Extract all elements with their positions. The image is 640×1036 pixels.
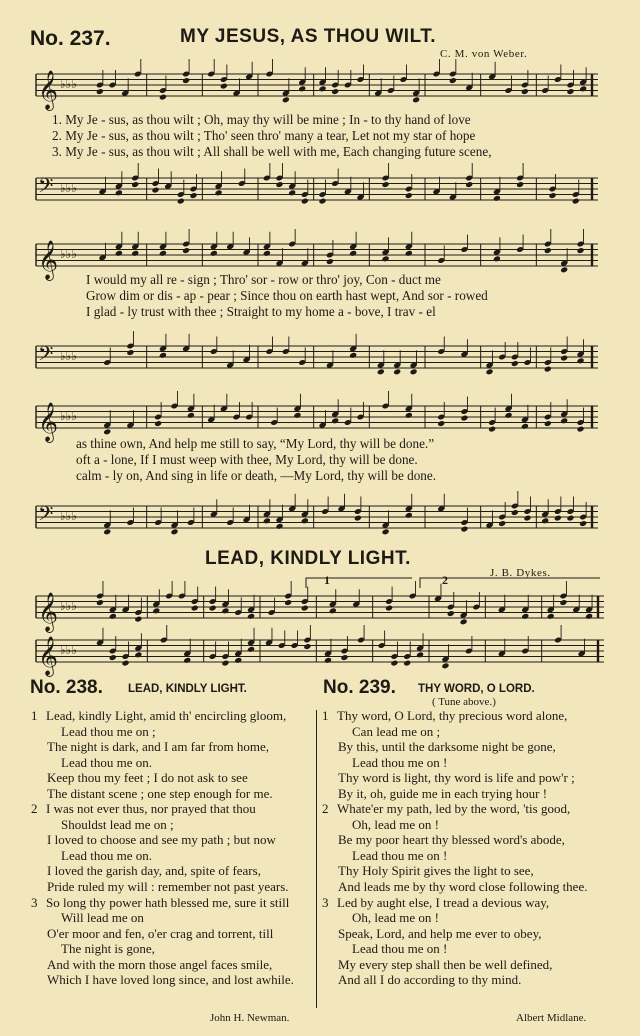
verse-text: I loved the garish day, and, spite of fears, <box>47 863 261 879</box>
staff-237-bass-1 <box>36 172 598 214</box>
verse-line <box>322 926 587 942</box>
verse-number: 2 <box>31 801 38 817</box>
hymn-237-verse-2-line-b: Grow dim or dis - ap - pear ; Since thou on earth hast wept, And sor - rowed <box>86 288 488 303</box>
verse-text: I was not ever thus, nor prayed that thou <box>46 801 256 817</box>
verse-number: 1 <box>322 708 329 723</box>
verse-text: Lead, kindly Light, amid th' encircling gloom, <box>46 708 287 723</box>
volta-2-label: 2 <box>442 573 448 587</box>
staff-237-treble-1 <box>36 68 598 110</box>
verse-number: 3 <box>322 894 329 910</box>
verse-text: Lead thou me on ; <box>61 723 156 739</box>
verse-text: And with the morn those angel faces smile, <box>47 956 273 972</box>
verse-text: So long thy power hath blessed me, sure it still <box>46 894 290 910</box>
verse-line <box>322 895 587 911</box>
hymn-237-verse-3-line-c: calm - ly on, And sing in life or death, —My Lord, thy will be done. <box>76 468 437 483</box>
verse-line <box>31 895 294 911</box>
hymn-237-verse-3-line-a: 3. My Je - sus, as thou wilt ; All shall be well with me, Each changing future scene, <box>52 144 492 159</box>
verse-line <box>322 972 587 988</box>
verse-text: By it, oh, guide me in each trying hour ! <box>338 785 548 801</box>
verse-line <box>31 941 294 957</box>
verse-text: Keep thou my feet ; I do not ask to see <box>47 770 248 786</box>
verse-line <box>322 817 587 833</box>
verse-line <box>322 848 587 864</box>
verse-line <box>31 926 294 942</box>
staff-237-bass-2 <box>36 340 598 382</box>
verse-text: Thy word, O Lord, thy precious word alone, <box>337 708 568 723</box>
verse-text: Thy Holy Spirit gives the light to see, <box>338 863 534 879</box>
treble-clef-icon: 𝄞 <box>38 636 59 676</box>
treble-clef-icon: 𝄞 <box>38 240 59 280</box>
column-divider <box>316 710 317 1008</box>
verse-number: 1 <box>31 708 38 723</box>
key-signature-icon: ♭♭♭ <box>60 349 77 363</box>
tune-composer: J. B. Dykes. <box>490 567 551 579</box>
hymn-239-subtitle: THY WORD, O LORD. <box>418 683 535 695</box>
note-heads <box>103 331 584 375</box>
verse-text: And all I do according to thy mind. <box>338 972 522 988</box>
verse-text: Lead thou me on ! <box>352 847 448 863</box>
verse-text: The distant scene ; one step enough for me. <box>47 785 273 801</box>
hymn-239-author: Albert Midlane. <box>516 1012 587 1024</box>
verse-line <box>31 832 294 848</box>
key-signature-icon: ♭♭♭ <box>60 509 77 523</box>
key-signature-icon: ♭♭♭ <box>60 409 77 423</box>
verse-line <box>322 739 587 755</box>
verse-line <box>322 832 587 848</box>
volta-1-label: 1 <box>324 573 330 587</box>
bass-clef-icon: 𝄢 <box>38 502 54 530</box>
verse-line <box>322 708 587 724</box>
hymn-237-verse-1-line-b: I would my all re - sign ; Thro' sor - row or thro' joy, Con - duct me <box>86 272 441 287</box>
staff-237-bass-3 <box>36 500 598 542</box>
staff-lines <box>36 640 604 662</box>
verse-line <box>31 755 294 771</box>
verse-line <box>31 739 294 755</box>
verse-line <box>322 941 587 957</box>
hymn-239-verses <box>322 708 587 988</box>
tune-title: LEAD, KINDLY LIGHT. <box>205 548 411 569</box>
staff-238-treble-lower <box>36 634 604 676</box>
verse-line <box>322 801 587 817</box>
key-signature-icon: ♭♭♭ <box>60 599 77 613</box>
verse-line <box>31 957 294 973</box>
verse-text: Lead thou me on. <box>61 847 152 863</box>
verse-line <box>322 755 587 771</box>
verse-line <box>31 910 294 926</box>
verse-text: Whate'er my path, led by the word, 'tis good, <box>337 801 571 817</box>
note-heads <box>103 491 587 535</box>
hymn-239-number: No. 239. <box>323 677 396 698</box>
hymn-237-verse-3-line-b: I glad - ly trust with thee ; Straight to my home a - bove, I trav - el <box>86 304 436 319</box>
verse-text: Shouldst lead me on ; <box>61 816 174 832</box>
verse-text: Will lead me on <box>61 910 144 926</box>
key-signature-icon: ♭♭♭ <box>60 77 77 91</box>
verse-line <box>322 863 587 879</box>
note-heads <box>98 229 584 273</box>
staff-lines <box>36 406 598 428</box>
verse-line <box>322 957 587 973</box>
hymn-238-number: No. 238. <box>30 677 103 698</box>
verse-line <box>31 708 294 724</box>
verse-text: Be my poor heart thy blessed word's abode, <box>338 832 565 848</box>
hymn-237-verse-1-line-a: 1. My Je - sus, as thou wilt ; Oh, may thy will be mine ; In - to thy hand of love <box>52 112 471 127</box>
hymn-238-author: John H. Newman. <box>210 1012 290 1024</box>
verse-line <box>322 910 587 926</box>
volta-brackets <box>300 574 600 590</box>
treble-clef-icon: 𝄞 <box>38 70 59 110</box>
note-heads <box>103 391 584 435</box>
staff-238-treble <box>36 590 604 632</box>
hymn-238-verses <box>31 708 294 988</box>
verse-text: Lead thou me on ! <box>352 754 448 770</box>
verse-line <box>322 879 587 895</box>
hymn-237-verse-2-line-c: oft a - lone, If I must weep with thee, My Lord, thy will be done. <box>76 452 418 467</box>
verse-text: Which I have loved long since, and lost awhile. <box>47 972 294 988</box>
hymn-239-tune-note: ( Tune above.) <box>432 696 496 708</box>
verse-line <box>322 786 587 802</box>
staff-lines <box>36 596 604 618</box>
hymn-237-composer: C. M. von Weber. <box>440 48 528 60</box>
verse-text: And leads me by thy word close following thee. <box>338 879 588 895</box>
verse-text: Pride ruled my will : remember not past years. <box>47 879 289 895</box>
hymn-237-title: MY JESUS, AS THOU WILT. <box>180 26 437 47</box>
verse-text: Lead thou me on. <box>61 754 152 770</box>
key-signature-icon: ♭♭♭ <box>60 181 77 195</box>
verse-text: Lead thou me on ! <box>352 941 448 957</box>
verse-line <box>31 786 294 802</box>
note-heads <box>96 59 587 103</box>
verse-line <box>31 801 294 817</box>
verse-line <box>31 770 294 786</box>
verse-text: Speak, Lord, and help me ever to obey, <box>338 925 542 941</box>
treble-clef-icon: 𝄞 <box>38 592 59 632</box>
verse-line <box>322 770 587 786</box>
verse-text: The night is gone, <box>61 941 155 957</box>
bass-clef-icon: 𝄢 <box>38 342 54 370</box>
verse-text: My every step shall then be well defined, <box>338 956 553 972</box>
verse-line <box>31 724 294 740</box>
verse-text: Thy word is light, thy word is life and pow'r ; <box>338 770 575 786</box>
key-signature-icon: ♭♭♭ <box>60 247 77 261</box>
treble-clef-icon: 𝄞 <box>38 402 59 442</box>
verse-text: The night is dark, and I am far from home, <box>47 739 270 755</box>
verse-line <box>31 848 294 864</box>
hymn-237-verse-2-line-a: 2. My Je - sus, as thou wilt ; Tho' seen thro' many a tear, Let not my star of hope <box>52 128 476 143</box>
verse-text: Can lead me on ; <box>352 723 441 739</box>
staff-lines <box>36 74 598 96</box>
verse-line <box>322 724 587 740</box>
verse-text: Oh, lead me on ! <box>352 816 440 832</box>
hymn-237-verse-1-line-c: as thine own, And help me still to say, “My Lord, thy will be done.” <box>76 436 435 451</box>
verse-text: Oh, lead me on ! <box>352 910 440 926</box>
hymn-237-number: No. 237. <box>30 27 111 50</box>
verse-line <box>31 972 294 988</box>
key-signature-icon: ♭♭♭ <box>60 643 77 657</box>
hymn-238-subtitle: LEAD, KINDLY LIGHT. <box>128 683 247 695</box>
verse-number: 2 <box>322 801 329 817</box>
staff-lines <box>36 506 598 528</box>
verse-text: By this, until the darksome night be gone, <box>338 739 556 755</box>
verse-line <box>31 817 294 833</box>
verse-text: O'er moor and fen, o'er crag and torrent, till <box>47 925 274 941</box>
staff-lines <box>36 178 598 200</box>
verse-text: I loved to choose and see my path ; but now <box>47 832 276 848</box>
verse-text: Led by aught else, I tread a devious way, <box>337 894 550 910</box>
bass-clef-icon: 𝄢 <box>38 174 54 202</box>
verse-line <box>31 863 294 879</box>
verse-line <box>31 879 294 895</box>
verse-number: 3 <box>31 894 38 910</box>
